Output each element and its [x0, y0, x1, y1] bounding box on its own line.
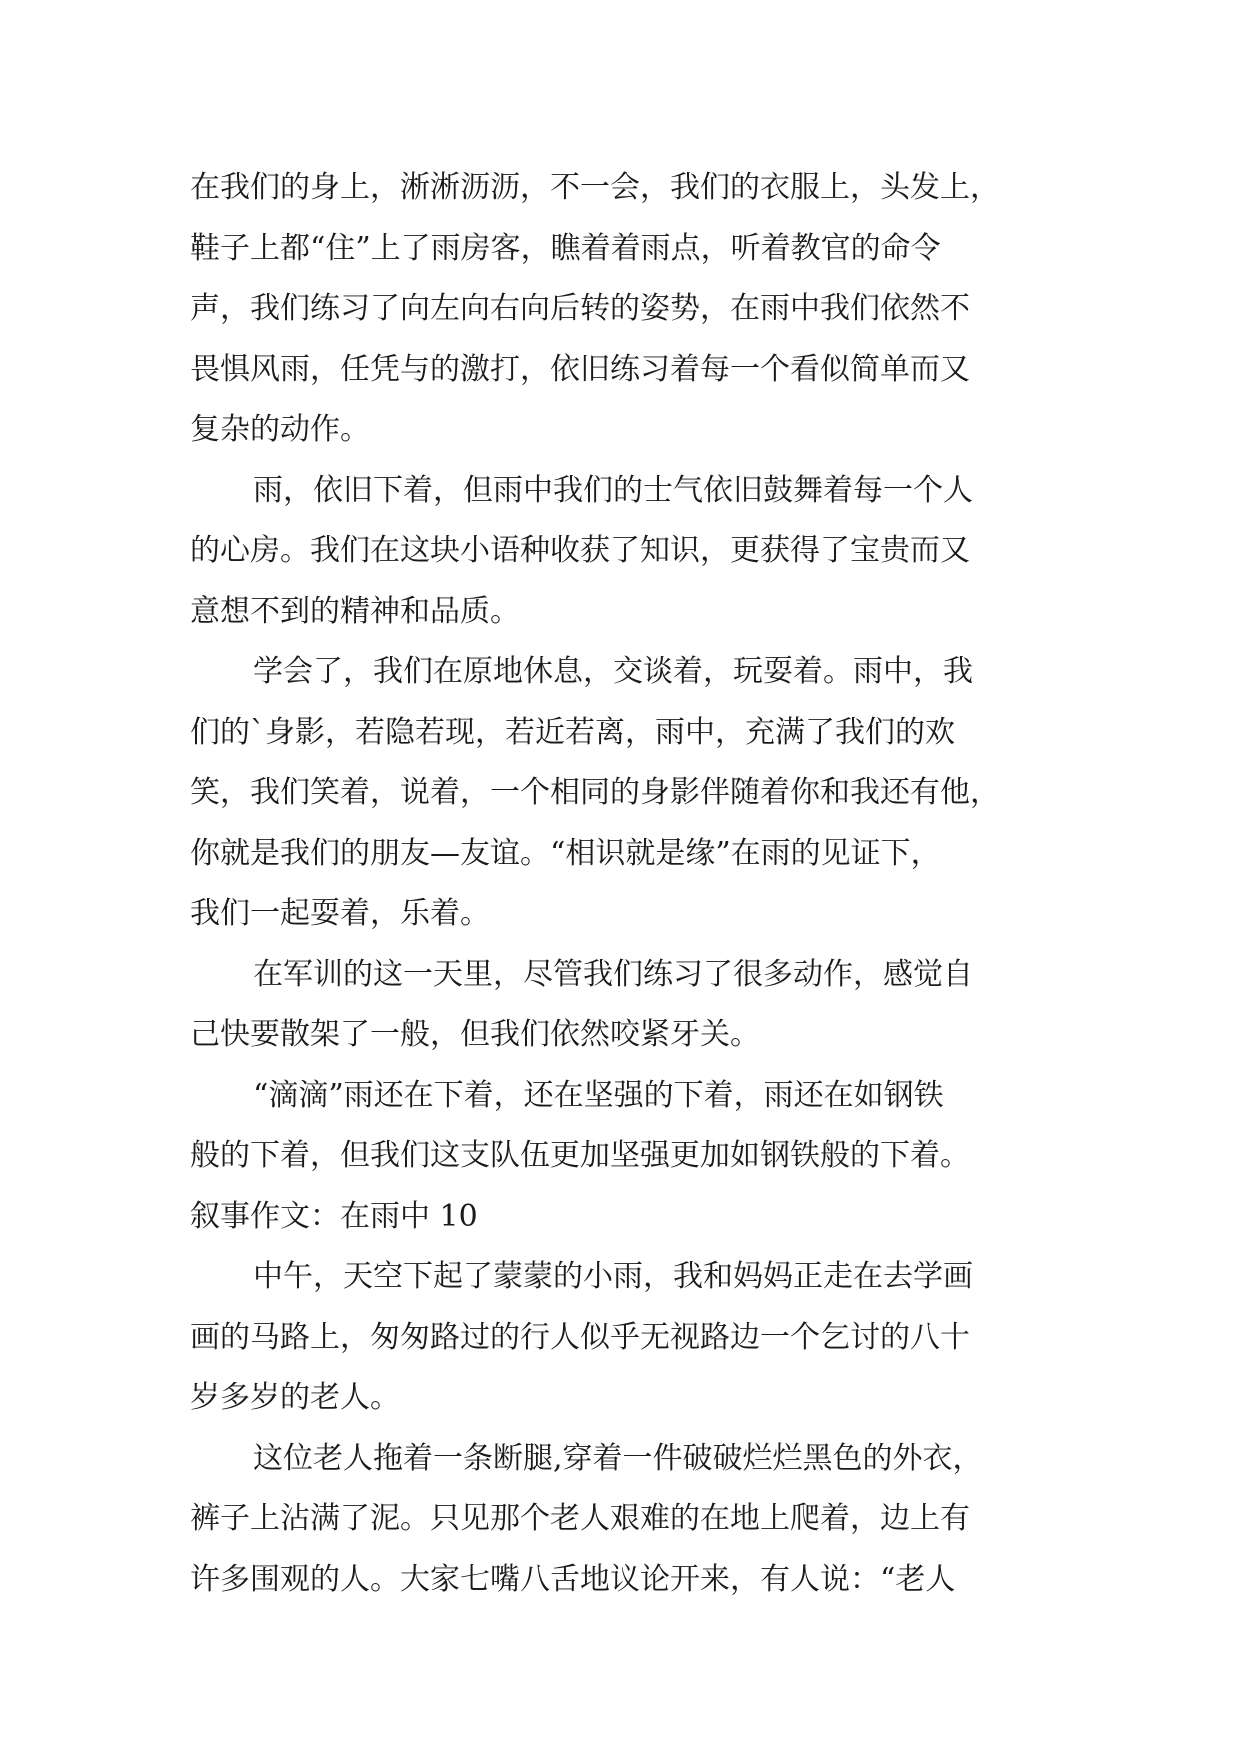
text-line: 们的`身影，若隐若现，若近若离，雨中，充满了我们的欢 [190, 714, 955, 750]
section-heading: 叙事作文：在雨中 10 [190, 1198, 478, 1234]
paragraph-start-line: 这位老人拖着一条断腿,穿着一件破破烂烂黑色的外衣， [253, 1440, 983, 1476]
text-line: 鞋子上都“住”上了雨房客，瞧着着雨点，听着教官的命令 [190, 230, 941, 266]
text-line: 畏惧风雨，任凭与的激打，依旧练习着每一个看似简单而又 [190, 351, 970, 387]
paragraph-start-line: “滴滴”雨还在下着，还在坚强的下着，雨还在如钢铁 [253, 1077, 944, 1113]
paragraph-start-line: 学会了，我们在原地休息，交谈着，玩耍着。雨中，我 [253, 654, 973, 689]
paragraph-start-line: 雨，依旧下着，但雨中我们的士气依旧鼓舞着每一个人 [253, 472, 973, 508]
text-line: 己快要散架了一般，但我们依然咬紧牙关。 [190, 1017, 760, 1052]
text-line: 许多围观的人。大家七嘴八舌地议论开来，有人说：“老人 [190, 1561, 956, 1597]
text-line: 裤子上沾满了泥。只见那个老人艰难的在地上爬着，边上有 [190, 1501, 970, 1536]
text-line: 声，我们练习了向左向右向后转的姿势，在雨中我们依然不 [190, 291, 970, 326]
text-line: 的心房。我们在这块小语种收获了知识，更获得了宝贵而又 [190, 533, 970, 568]
text-line: 我们一起耍着，乐着。 [190, 896, 490, 931]
text-line: 画的马路上，匆匆路过的行人似乎无视路边一个乞讨的八十 [190, 1319, 970, 1355]
paragraph-start-line: 中午，天空下起了蒙蒙的小雨，我和妈妈正走在去学画 [253, 1259, 973, 1294]
text-line: 岁多岁的老人。 [190, 1380, 400, 1415]
text-line: 在我们的身上，淅淅沥沥，不一会，我们的衣服上，头发上， [190, 170, 1000, 205]
text-line: 复杂的动作。 [190, 412, 370, 447]
text-line: 般的下着，但我们这支队伍更加坚强更加如钢铁般的下着。 [190, 1138, 970, 1173]
text-line: 笑，我们笑着，说着，一个相同的身影伴随着你和我还有他， [190, 775, 1000, 810]
text-line: 你就是我们的朋友—友谊。“相识就是缘”在雨的见证下， [190, 835, 941, 871]
document-body [190, 158, 1070, 1610]
paragraph-start-line: 在军训的这一天里，尽管我们练习了很多动作，感觉自 [253, 956, 973, 992]
text-line: 意想不到的精神和品质。 [190, 593, 520, 629]
